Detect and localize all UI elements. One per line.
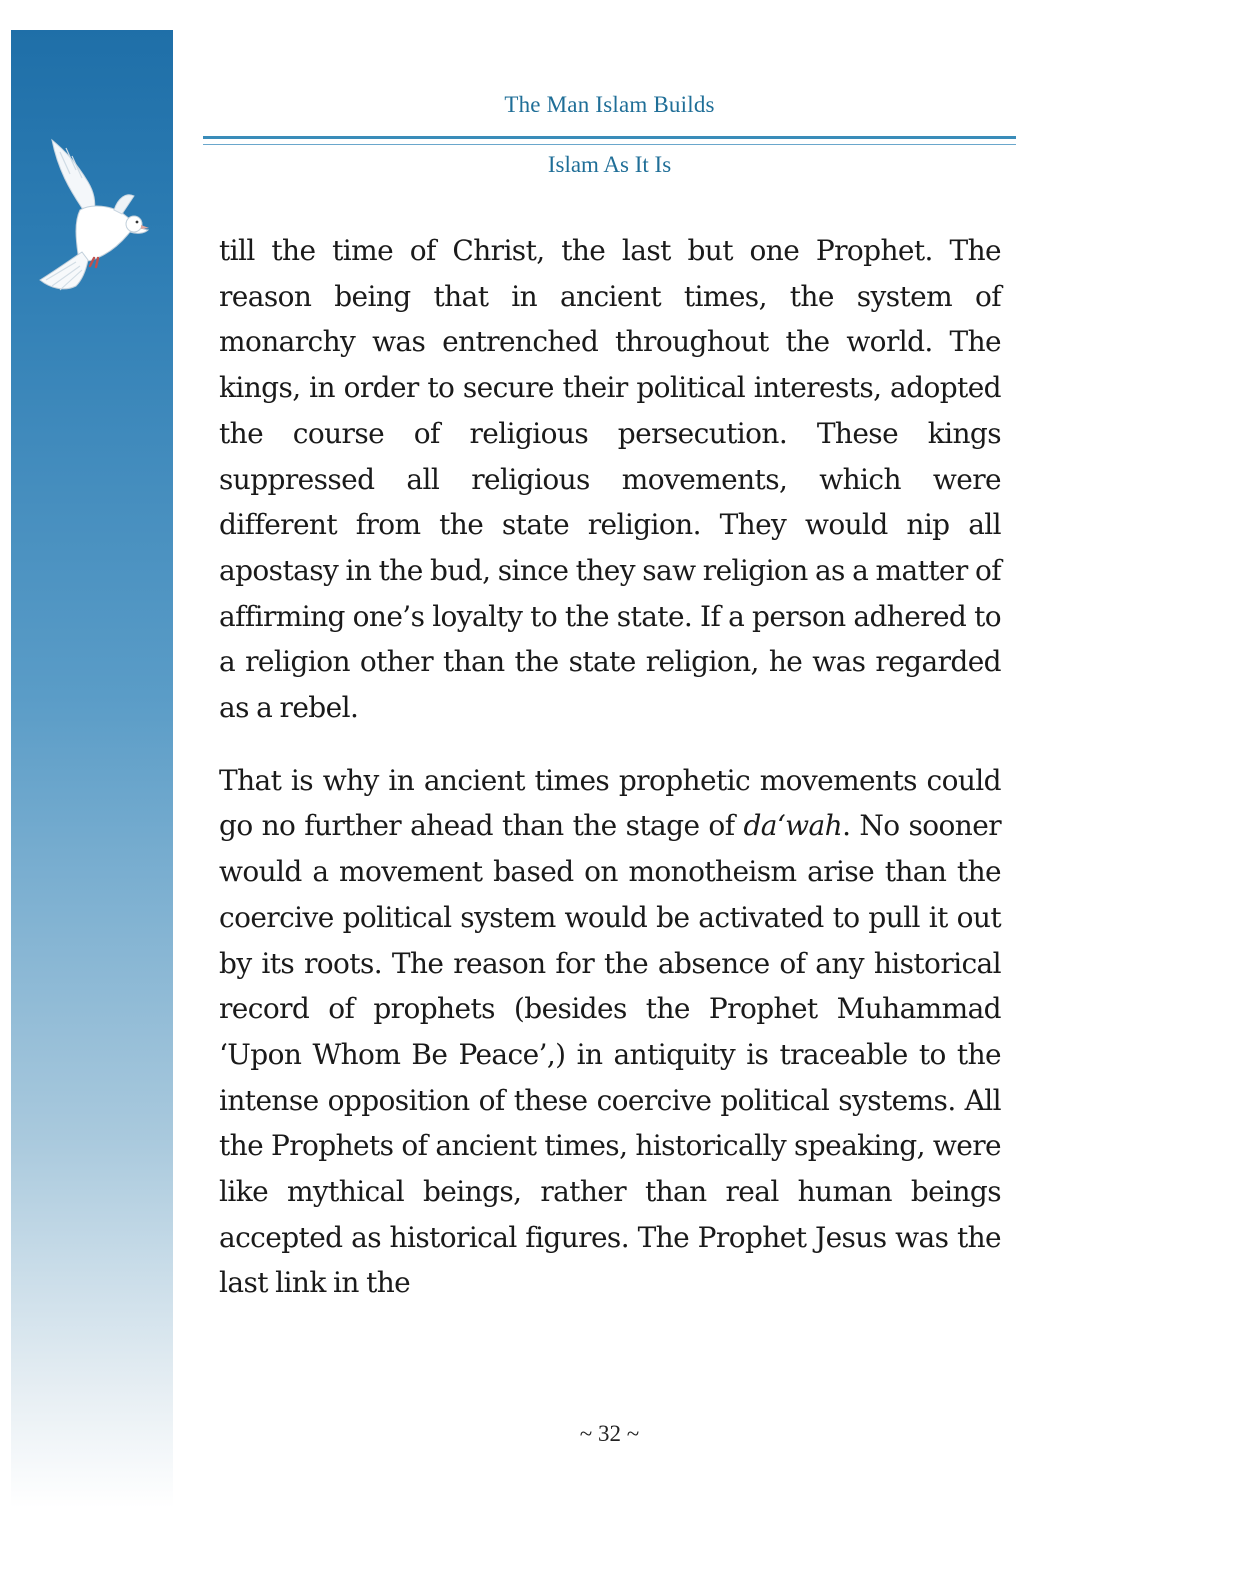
paragraph-2-text-end: . No sooner would a movement based on monotheism arise than the coercive political system would be activated to pull it out by its roots. The reason for the absence of any historical record of prophets (besides the Prophet Muhammad ‘Upon Whom Be Peace’,) in antiquity is traceable to the intense opposition of these coercive political systems. All the Prophets of ancient times, historically speaking, were like mythical beings, rather than real human beings accepted as historical figures. The Prophet Jesus was the last link in the	[219, 809, 1001, 1300]
paragraph-1: till the time of Christ, the last but one Prophet. The reason being that in ancient times, the system of monarchy was entrenched throughout the world. The kings, in order to secure their political interests, adopted the course of religious persecution. These kings suppressed all religious movements, which were different from the state religion. They would nip all apostasy in the bud, since they saw religion as a matter of affirming one’s loyalty to the state. If a person adhered to a religion other than the state religion, he was regarded as a rebel.	[219, 234, 1001, 725]
paragraph-2-italic-term: da‘wah	[743, 809, 843, 843]
header-rule-thin	[203, 144, 1016, 145]
page-body	[219, 228, 1001, 1306]
header-rule-thick	[203, 136, 1016, 139]
running-header-section-title: Islam As It Is	[547, 152, 672, 177]
paragraph-2	[219, 758, 1001, 1306]
running-header-book-title: The Man Islam Builds	[504, 92, 715, 117]
dove-icon	[30, 130, 155, 305]
paragraph-2-text-start: That is why in ancient times prophetic movements could go no further ahead than the stage of	[219, 763, 1001, 843]
page-number: ~ 32 ~	[579, 1421, 640, 1446]
